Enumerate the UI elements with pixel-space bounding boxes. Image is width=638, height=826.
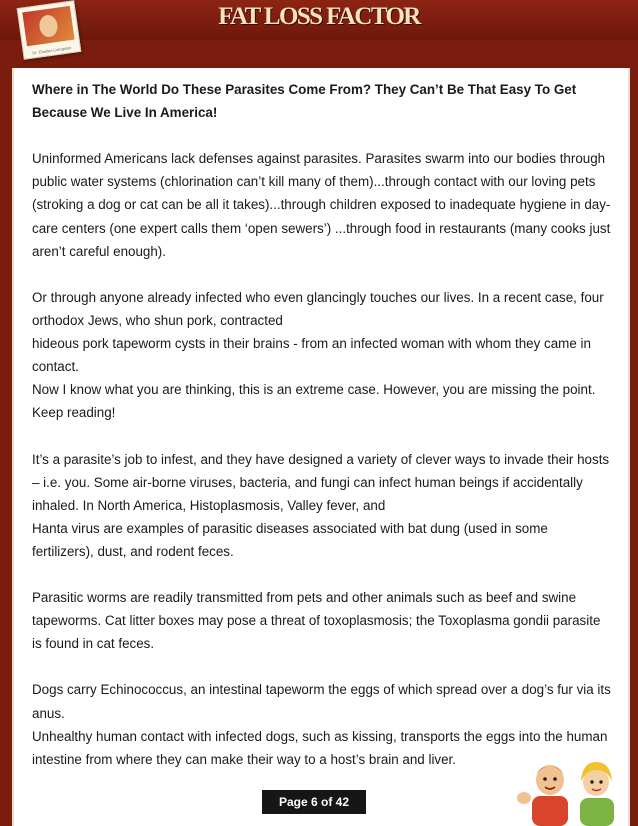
paragraph-5-line-2: Unhealthy human contact with infected dogs, such as kissing, transports the eggs into the human intestine from where they can make their way to a host’s brain and liver. (32, 728, 608, 767)
logo-photo (22, 6, 74, 46)
paragraph-3 (32, 448, 612, 563)
paragraph-2-line-2: hideous pork tapeworm cysts in their brains - from an infected woman with whom they came in contact. (32, 336, 591, 375)
header-title: FAT LOSS FACTOR (218, 3, 420, 30)
logo-caption: Dr. Charles Livingston (32, 45, 72, 56)
article-heading: Where in The World Do These Parasites Come From? They Can’t Be That Easy To Get Because We Live In America! (32, 82, 577, 121)
paragraph-3-line-1: It’s a parasite’s job to infest, and they have designed a variety of clever ways to invade their hosts – i.e. you. Some air-borne viruses, bacteria, and fungi can infect human beings if accidentally inhaled. In North America, Histoplasmosis, Valley fever, and (32, 451, 610, 513)
paragraph-2-line-1: Or through anyone already infected who even glancingly touches our lives. In a recent case, four orthodox Jews, who shun pork, contracted (32, 289, 604, 328)
paragraph-2-line-3: Now I know what you are thinking, this is an extreme case. However, you are missing the point. Keep reading! (32, 382, 596, 421)
page-number-badge: Page 6 of 42 (262, 790, 366, 814)
paragraph-2 (32, 286, 612, 425)
paragraph-1: Uninformed Americans lack defenses against parasites. Parasites swarm into our bodies through public water systems (chlorination can’t kill many of them)...through contact with our loving pets (stroking a dog or cat can be all it takes)...through children exposed to inadequate hygiene in day-care centers (one expert calls them ‘open sewers’) ...through food in restaurants (many cooks just aren’t careful enough). (32, 151, 611, 259)
paragraph-3-line-2: Hanta virus are examples of parasitic diseases associated with bat dung (used in some fertilizers), dust, and rodent feces. (32, 520, 548, 559)
article-body (32, 78, 612, 794)
header-banner (0, 0, 638, 40)
logo-face (38, 14, 59, 38)
paragraph-4: Parasitic worms are readily transmitted from pets and other animals such as beef and swine tapeworms. Cat litter boxes may pose a threat of toxoplasmosis; the Toxoplasma gondii parasite is found in cat feces. (32, 590, 601, 652)
cartoon-couple-icon (512, 752, 632, 826)
paragraph-5-line-1: Dogs carry Echinococcus, an intestinal tapeworm the eggs of which spread over a dog’s fur via its anus. (32, 682, 611, 721)
photo-logo-icon (17, 0, 82, 60)
